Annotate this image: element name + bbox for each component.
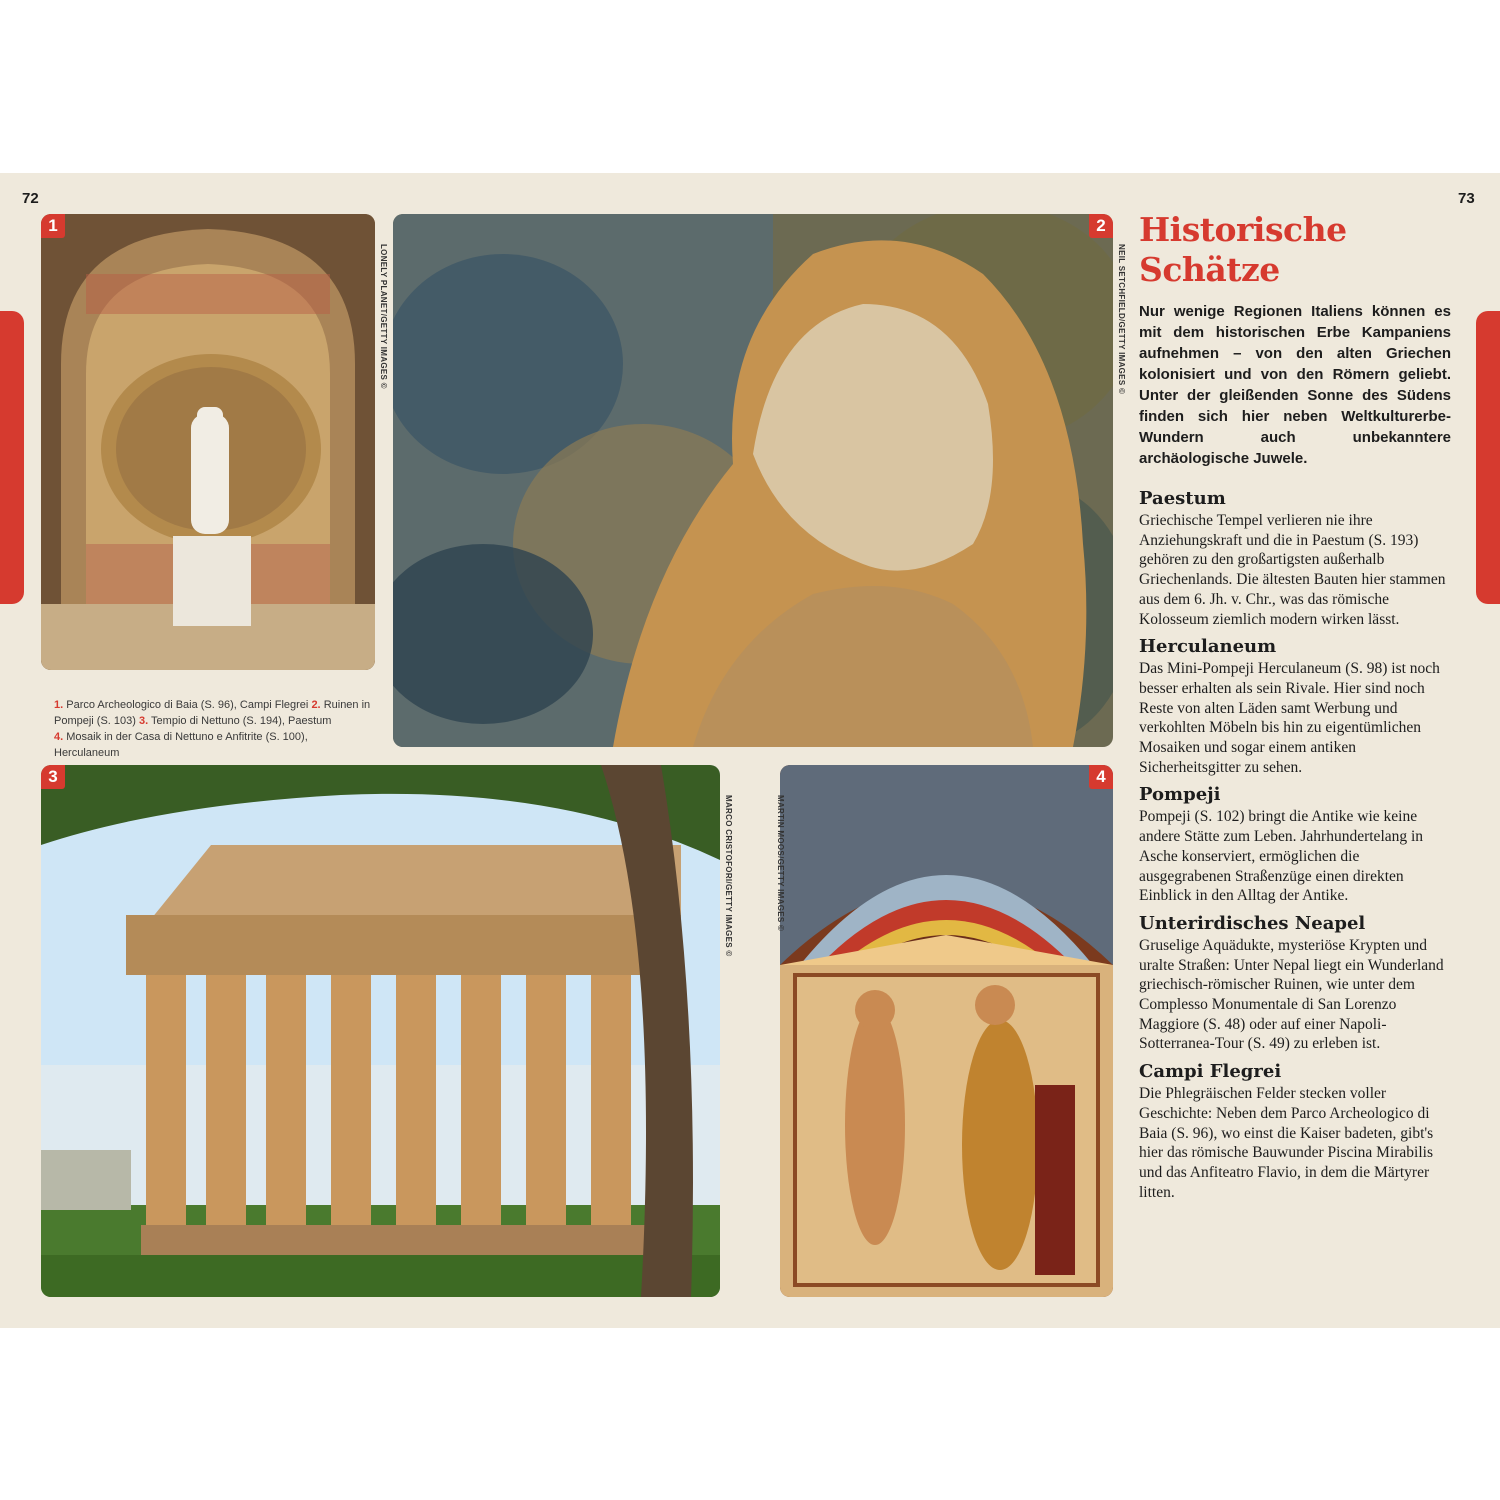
photo-baia-niche xyxy=(41,214,375,670)
section-text: Pompeji (S. 102) bringt die Antike wie keine andere Stätte zum Leben. Jahrhundertelang in Asche konserviert, ermöglichen die ausgegrabenen Straßenzüge einen direkten Einblick in den Alltag der Antike. xyxy=(1139,808,1424,905)
section-heading: Pompeji xyxy=(1139,784,1221,806)
photo-credit: LONELY PLANET/GETTY IMAGES © xyxy=(379,244,388,389)
section-text: Gruselige Aquädukte, mysteriöse Krypten und uralte Straßen: Unter Nepal liegt ein Wunderland griechisch-römischer Ruinen, wie unter dem Complesso Monumentale di San Lorenzo Maggiore (S. 48) oder auf einer Napoli-Sotterranea-Tour (S. 49) zu erleben ist. xyxy=(1139,936,1444,1053)
photo-number-badge: 3 xyxy=(41,765,65,789)
section-text: Die Phlegräischen Felder stecken voller Geschichte: Neben dem Parco Archeologico di Baia (S. 96), wo einst die Kaiser badeten, gibt's hier das römische Bauwunder Piscina Mirabilis und das Anfiteatro Flavio, in dem die Märtyrer litten. xyxy=(1139,1085,1434,1201)
caption-text: Mosaik in der Casa di Nettuno e Anfitrite (S. 100), Herculaneum xyxy=(54,731,308,759)
photo-marble-bust xyxy=(393,214,1113,747)
caption-number: 1. xyxy=(54,699,64,711)
article xyxy=(1139,210,1451,1209)
chapter-tab-right xyxy=(1476,311,1500,604)
caption-number: 4. xyxy=(54,731,64,743)
chapter-tab-left xyxy=(0,311,24,604)
photo-credit: MARCO CRISTOFORI/GETTY IMAGES © xyxy=(724,795,733,957)
section-text: Griechische Tempel verlieren nie ihre Anziehungskraft und die in Paestum (S. 193) gehören zu den großartigsten außerhalb Griechenlands. Die ältesten Bauten hier stammen aus dem 6. Jh. v. Chr., was das römische Kolosseum ziemlich modern wirken lässt. xyxy=(1139,512,1446,628)
article-title xyxy=(1139,210,1451,290)
photo-credit: MARTIN MOOS/GETTY IMAGES © xyxy=(776,795,785,932)
section-heading: Paestum xyxy=(1139,488,1226,509)
section-text: Das Mini-Pompeji Herculaneum (S. 98) ist noch besser erhalten als sein Rivale. Hier sind noch Reste von alten Läden samt Werbung und verkohlten Möbeln bis hin zu eigentümlichen Mosaiken und sogar einem antiken Sicherheitsgitter zu sehen. xyxy=(1139,660,1440,776)
caption-number: 3. xyxy=(139,715,149,727)
photo-number-badge: 2 xyxy=(1089,214,1113,238)
section-heading: Unterirdisches Neapel xyxy=(1139,912,1366,934)
article-intro: Nur wenige Regionen Italiens können es mit dem historischen Erbe Kampaniens aufnehmen – von den alten Griechen kolonisiert und von den Römern geliebt. Unter der gleißenden Sonne des Südens finden sich hier neben Weltkulturerbe-Wundern auch unbekanntere archäologische Juwele. xyxy=(1139,303,1451,467)
caption-number: 2. xyxy=(311,699,321,711)
caption-text: Tempio di Nettuno (S. 194), Paestum xyxy=(151,715,332,727)
photo-mosaic-herculaneum xyxy=(780,765,1113,1297)
title-line: Historische xyxy=(1139,210,1347,249)
photo-credit: NEIL SETCHFIELD/GETTY IMAGES © xyxy=(1117,244,1126,395)
section-heading: Campi Flegrei xyxy=(1139,1061,1282,1083)
photo-number-badge: 4 xyxy=(1089,765,1113,789)
title-line: Schätze xyxy=(1139,250,1280,289)
caption-text: Parco Archeologico di Baia (S. 96), Campi Flegrei xyxy=(66,699,309,711)
page-number-right: 73 xyxy=(1458,190,1475,207)
page-number-left: 72 xyxy=(22,190,39,207)
photo-captions xyxy=(54,697,374,761)
section-heading: Herculaneum xyxy=(1139,636,1277,658)
photo-number-badge: 1 xyxy=(41,214,65,238)
caption-text: Ruinen in Pompeji (S. 103) xyxy=(54,699,371,727)
photo-temple-paestum xyxy=(41,765,720,1297)
